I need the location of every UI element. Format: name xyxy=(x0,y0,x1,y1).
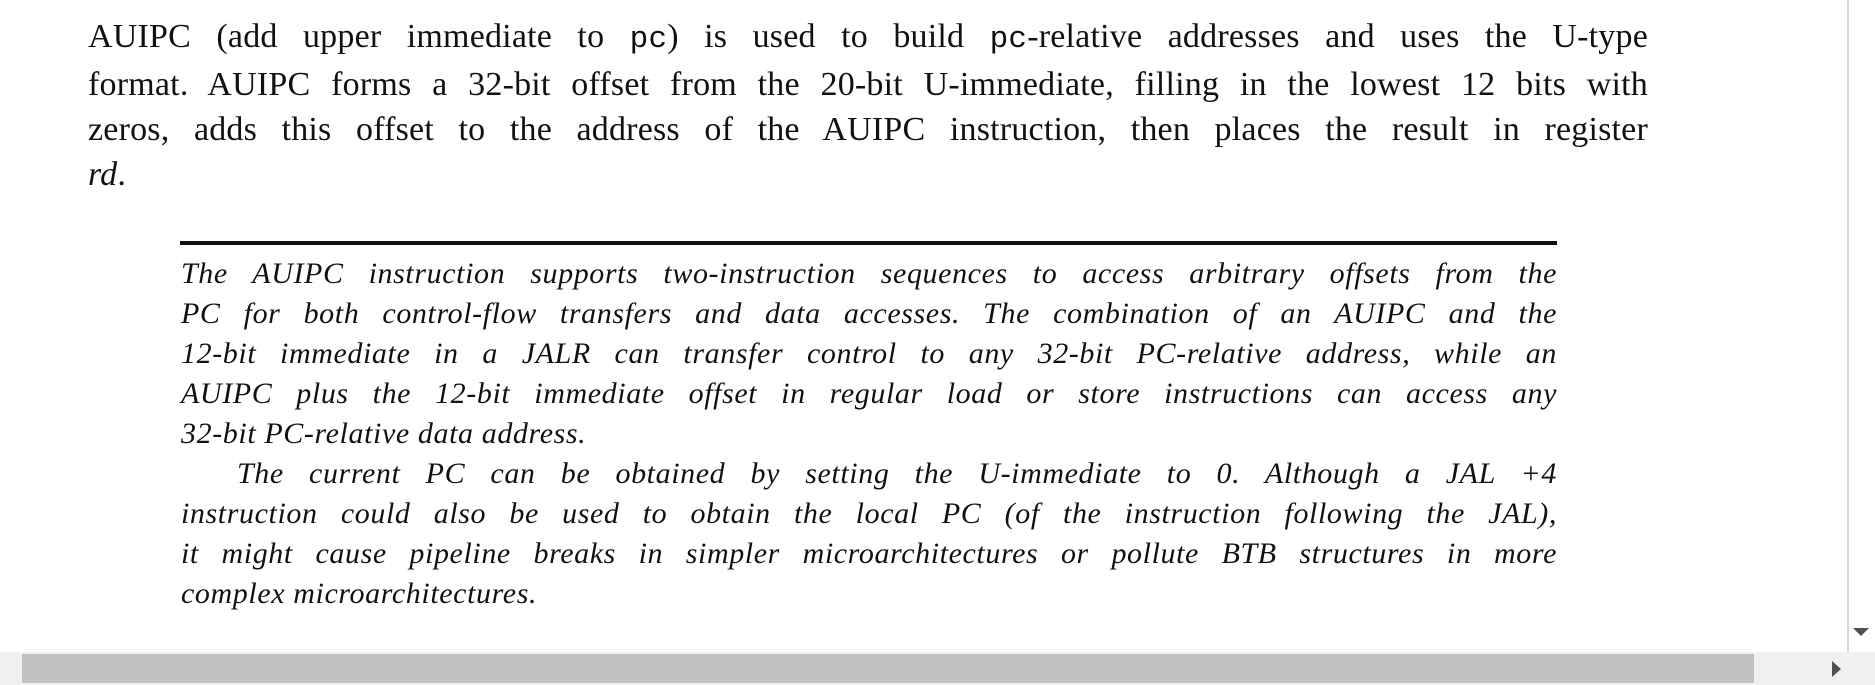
text-run: AUIPC (add upper immediate to xyxy=(88,18,630,55)
commentary-line: The current PC can be obtained by setting the U-immediate to 0. Although a JAL +4 xyxy=(237,457,1557,490)
commentary-line: instruction could also be used to obtain the local PC (of the instruction following the JAL), xyxy=(181,497,1557,530)
horizontal-scrollbar[interactable] xyxy=(0,652,1875,685)
commentary-line: 32-bit PC-relative data address. xyxy=(181,417,587,450)
chevron-right-icon[interactable] xyxy=(1832,661,1841,677)
text-run: -relative addresses and uses the U-type xyxy=(1027,18,1648,55)
paragraph-line xyxy=(88,152,1648,197)
commentary-line: complex microarchitectures. xyxy=(181,577,538,610)
chevron-down-icon[interactable] xyxy=(1853,628,1869,636)
paragraph-line: format. AUIPC forms a 32-bit offset from the 20-bit U-immediate, filling in the lowest 12 bits with xyxy=(88,66,1648,103)
commentary-line: 12-bit immediate in a JALR can transfer control to any 32-bit PC-relative address, while an xyxy=(181,337,1557,370)
commentary-line: AUIPC plus the 12-bit immediate offset in regular load or store instructions can access any xyxy=(181,377,1557,410)
auipc-description-paragraph xyxy=(88,14,1648,197)
commentary-line: The AUIPC instruction supports two-instruction sequences to access arbitrary offsets from the xyxy=(181,257,1557,290)
paragraph-line xyxy=(88,14,1648,62)
vertical-scrollbar[interactable] xyxy=(1847,0,1875,652)
commentary-divider xyxy=(180,241,1557,245)
text-run: ) is used to build xyxy=(667,18,990,55)
text-run: . xyxy=(117,156,127,193)
commentary-block xyxy=(181,254,1557,614)
code-pc: pc xyxy=(989,22,1028,57)
horizontal-scroll-thumb[interactable] xyxy=(22,654,1754,683)
register-rd: rd xyxy=(88,156,118,193)
paragraph-line: zeros, adds this offset to the address of the AUIPC instruction, then places the result in register xyxy=(88,111,1648,148)
code-pc: pc xyxy=(629,22,668,57)
commentary-line: PC for both control-flow transfers and data accesses. The combination of an AUIPC and the xyxy=(181,297,1557,330)
commentary-line: it might cause pipeline breaks in simpler microarchitectures or pollute BTB structures in more xyxy=(181,537,1557,570)
